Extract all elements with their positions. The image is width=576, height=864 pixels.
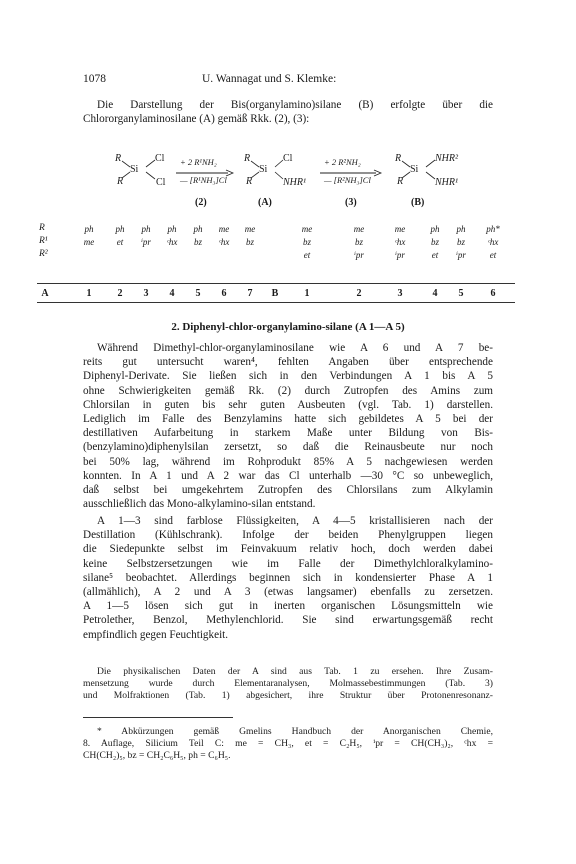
table-cell: me <box>244 224 256 234</box>
text-line: mensetzung wurde durch Elementaranalysen, Molmassebestimmungen (Tab. 3) <box>83 678 493 690</box>
text-line: silane⁵ beobachtet. Allerdings beginnen sich in kondensierter Phase A 1 <box>83 571 493 584</box>
table-cell: bz <box>302 237 311 247</box>
text-line: daß selbst bei umgekehrtem Zutropfen des Chlorsilans zum Alkylamin <box>83 484 493 497</box>
r2-cl-top: Cl <box>283 153 293 164</box>
arrow1-reagent: + 2 R¹NH₂ <box>180 157 217 167</box>
compound-number: 4 <box>432 288 438 299</box>
text-line: A 1—5 lösen sich gut in inerten organischen Lösungsmitteln wie <box>83 600 493 613</box>
table-cell: ph <box>115 224 125 234</box>
r1-cl-top: Cl <box>155 153 165 164</box>
compound-number: 4 <box>169 288 175 299</box>
r2-nhr1: NHR¹ <box>283 177 306 188</box>
table-cell: bz <box>354 237 363 247</box>
compound-number: 7 <box>247 288 253 299</box>
r1-r-bot: R <box>117 176 124 187</box>
text-line: bei 50% lag, während im Rohprodukt 85% A 5 nachgewiesen werden <box>83 455 493 468</box>
table-cell: ph <box>430 224 440 234</box>
table-cell: et <box>489 250 497 260</box>
text-line: 8. Auflage, Silicium Teil C: me = CH₃, et = C₂H₅, ⁱpr = CH(CH₃)₂, ᶜhx = <box>83 738 493 750</box>
page-number: 1078 <box>83 73 106 85</box>
compound-number: 2 <box>117 288 123 299</box>
text-line: reits gut untersucht waren⁴, fehlten Angaben über entsprechende <box>83 356 493 369</box>
arrow1-byproduct: — [R¹NH₃]Cl <box>180 175 227 185</box>
table-cell: et <box>116 237 124 247</box>
r1-si: Si <box>130 164 139 175</box>
compound-label: B <box>271 288 279 299</box>
text-line: * Abkürzungen gemäß Gmelins Handbuch der Anorganischen Chemie, <box>97 726 493 737</box>
table-cell: me <box>218 224 230 234</box>
compound-number: 1 <box>86 288 92 299</box>
r3-si: Si <box>410 164 419 175</box>
intro-paragraph <box>83 98 493 126</box>
table-cell: et <box>431 250 439 260</box>
text-line: CH(CH₂)₅, bz = CH₂C₆H₅, ph = C₆H₅. <box>83 750 231 762</box>
table-cell: ph <box>141 224 151 234</box>
r2-r-bot: R <box>246 176 253 187</box>
row-label-r: R <box>39 223 45 233</box>
text-line: ohne Schwierigkeiten gemäß Rk. (2) durch Zutropfen des Amins zum <box>83 384 493 397</box>
r2-si: Si <box>259 164 268 175</box>
label-b: (B) <box>411 197 425 208</box>
text-line: Chlorsilan in guten bis sehr guten Ausbeuten (vgl. Tab. 1) darstellen. <box>83 398 493 411</box>
table-cell: me <box>394 224 406 234</box>
table-bottom-rule <box>37 302 515 303</box>
text-line: Destillation (Kühlschrank). Infolge der beiden Phenylgruppen liegen <box>83 529 493 542</box>
text-line: keine Selbstzersetzungen wie im Falle der Dimethylchloralkylamino- <box>83 557 493 570</box>
compound-number: 3 <box>143 288 149 299</box>
table-cell: ᶜhx <box>218 237 230 247</box>
table-cell: ph <box>456 224 466 234</box>
table-cell: ph* <box>486 224 500 234</box>
compound-number: 2 <box>356 288 362 299</box>
text-line: ausschließlich das Mono-alkylamino-silan entstand. <box>83 498 316 511</box>
text-line: empfindlich gegen Feuchtigkeit. <box>83 628 229 641</box>
r1-cl-bot: Cl <box>156 177 166 188</box>
table-cell: ⁱpr <box>395 250 405 260</box>
body-paragraph-3 <box>83 666 493 703</box>
compound-number: 5 <box>195 288 201 299</box>
compound-number: 1 <box>304 288 310 299</box>
table-top-rule <box>37 283 515 284</box>
footnote-rule <box>83 717 233 718</box>
label-a: (A) <box>258 197 272 208</box>
r3-nhr2: NHR² <box>435 153 458 164</box>
section-title: 2. Diphenyl-chlor-organylamino-silane (A 1—A 5) <box>171 321 405 333</box>
table-cell: me <box>83 237 95 247</box>
text-line: konnten. In A 1 und A 2 war das Cl unterhalb —30 °C so unbeweglich, <box>83 469 493 482</box>
table-cell: bz <box>193 237 202 247</box>
compound-number: 5 <box>458 288 464 299</box>
table-cell: bz <box>245 237 254 247</box>
running-head: U. Wannagat und S. Klemke: <box>202 73 337 85</box>
r2-r-top: R <box>244 153 251 164</box>
body-paragraph-2 <box>83 514 493 642</box>
label-rk2: (2) <box>195 197 207 208</box>
table-cell: bz <box>456 237 465 247</box>
text-line: (allmählich), A 2 und A 3 (etwas langsamer) ebenfalls zu zersetzen. <box>83 586 493 599</box>
row-label-r2: R² <box>39 249 48 259</box>
table-cell: ph <box>167 224 177 234</box>
compound-number: 6 <box>221 288 227 299</box>
text-line: Die Darstellung der Bis(organylamino)silane (B) erfolgte über die <box>97 99 493 111</box>
r3-r-top: R <box>395 153 402 164</box>
text-line: Diphenyl-Derivate. Sie ließen sich in den Verbindungen A 1 bis A 5 <box>83 370 493 383</box>
text-line: destillativen Aufarbeitung in starkem Maße unter Bildung von Bis- <box>83 427 493 440</box>
arrow2-reagent: + 2 R²NH₂ <box>324 157 361 167</box>
text-line: Lediglich im Falle des Benzylamins hatte sich gebildetes A 5 bei der <box>83 413 493 426</box>
text-line: Chlororganylaminosilane (A) gemäß Rkk. (2), (3): <box>83 113 310 126</box>
compound-label: A <box>41 288 49 299</box>
r1-r-top: R <box>115 153 122 164</box>
text-line: A 1—3 sind farblose Flüssigkeiten, A 4—5 kristallisieren nach der <box>97 515 493 527</box>
footnote <box>83 726 493 763</box>
arrow2-byproduct: — [R²NH₃]Cl <box>324 175 371 185</box>
text-line: die Siedepunkte selbst im Feinvakuum relativ hoch, doch werden dabei <box>83 543 493 556</box>
table-cell: ᶜhx <box>487 237 499 247</box>
text-line: Während Dimethyl-chlor-organylaminosilane wie A 6 und A 7 be- <box>97 342 493 354</box>
text-line: (benzylamino)diphenylsilan zersetzt, so daß die Reinausbeute nur noch <box>83 441 493 454</box>
table-cell: ᶜhx <box>166 237 178 247</box>
r3-r-bot: R <box>397 176 404 187</box>
table-cell: ph <box>193 224 203 234</box>
body-paragraph-1 <box>83 341 493 511</box>
text-line: Petrolether, Benzol, Methylenchlorid. Sie sind erwartungsgemäß recht <box>83 614 493 627</box>
table-cell: ph <box>84 224 94 234</box>
table-cell: et <box>303 250 311 260</box>
table-cell: me <box>353 224 365 234</box>
compound-number: 3 <box>397 288 403 299</box>
table-cell: me <box>301 224 313 234</box>
table-cell: ⁱpr <box>354 250 364 260</box>
r3-nhr1: NHR¹ <box>435 177 458 188</box>
table-cell: ⁱpr <box>456 250 466 260</box>
text-line: und Molfraktionen (Tab. 1) abgesichert, ihre Struktur über Protonenresonanz- <box>83 690 493 702</box>
table-cell: ᶜhx <box>394 237 406 247</box>
label-rk3: (3) <box>345 197 357 208</box>
bond-lines <box>110 150 460 190</box>
table-cell: ⁱpr <box>141 237 151 247</box>
table-cell: bz <box>430 237 439 247</box>
text-line: Die physikalischen Daten der A sind aus Tab. 1 zu ersehen. Ihre Zusam- <box>97 666 493 677</box>
row-label-r1: R¹ <box>39 236 48 246</box>
compound-number: 6 <box>490 288 496 299</box>
